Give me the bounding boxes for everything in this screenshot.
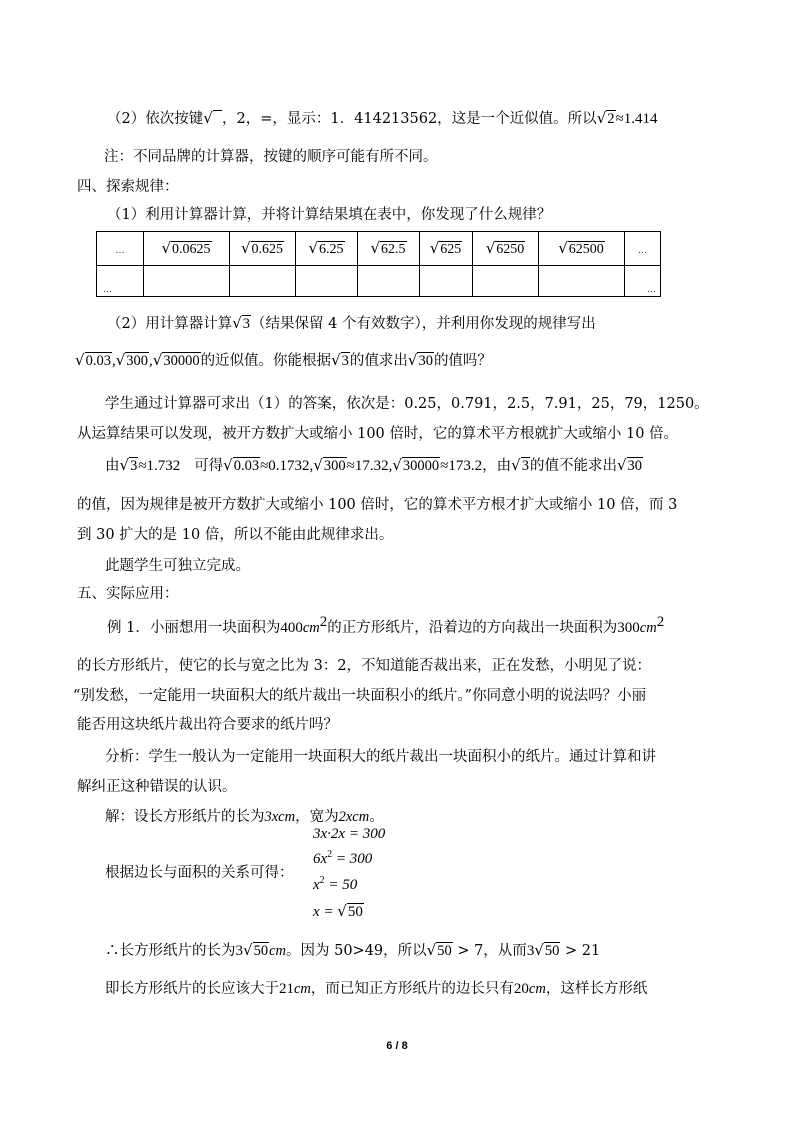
last-line: 即长方形纸片的长应该大于21cm，而已知正方形纸片的边长只有20cm，这样长方形纸 [105,981,648,997]
table-cell-empty [473,266,539,297]
sqrt-table [96,231,661,297]
conclusion-line: ∴长方形纸片的长为3√50cm。因为 50>49，所以√50 > 7，从而3√50 > 21 [105,941,601,959]
sqrt-expression: √2 [596,109,615,127]
table-cell-dots: … [97,232,144,266]
solution-line: 解：设长方形纸片的长为3xcm，宽为2xcm。 [105,809,384,825]
sqrt-key-symbol: √ [203,108,222,129]
table-cell-empty [230,266,296,297]
page-number: 6 / 8 [386,1040,408,1052]
table-cell: √62.5 [358,232,420,266]
table-cell-dots: … [625,266,661,297]
table-cell-empty [358,266,420,297]
table-cell-empty [420,266,473,297]
answer-line-4: 的值，因为规律是被开方数扩大或缩小 100 倍时，它的算术平方根才扩大或缩小 10 倍，而 3 [77,497,678,513]
table-cell: √625 [420,232,473,266]
equation-2: $6x^2 = 300$ [313,849,373,867]
answer-line-5: 到 30 扩大的是 10 倍，所以不能由此规律求出。 [77,527,394,543]
note-line: 注：不同品牌的计算器，按键的顺序可能有所不同。 [104,149,438,165]
table-cell: √0.0625 [144,232,230,266]
task-2-line: （2）用计算器计算√3（结果保留 4 个有效数字），并利用你发现的规律写出 [107,314,596,332]
table-cell-empty [144,266,230,297]
equation-4: x = √50 [313,902,363,920]
task-1-line: （1）利用计算器计算，并将计算结果填在表中，你发现了什么规律？ [107,207,552,223]
table-cell: √6.25 [296,232,358,266]
relation-line: 根据边长与面积的关系可得： [105,865,294,881]
answer-line-1: 学生通过计算器可求出（1）的答案，依次是：0.25，0.791，2.5，7.91，25，79，1250。 [105,396,709,412]
independent-line: 此题学生可独立完成。 [105,558,250,574]
example-line-4: 能否用这块纸片裁出符合要求的纸片吗？ [77,717,338,733]
table-row [97,232,661,266]
table-row [97,266,661,297]
answer-line-2: 从运算结果可以发现，被开方数扩大或缩小 100 倍时，它的算术平方根就扩大或缩小 10 倍。 [77,426,679,442]
analysis-line-2: 解纠正这种错误的认识。 [77,779,237,795]
section-5-heading: 五、实际应用： [77,586,179,602]
task-2b-line: √0.03,√300,√30000的近似值。你能根据√3的值求出√30的值吗？ [75,351,492,369]
table-cell: √6250 [473,232,539,266]
table-cell: √0.625 [230,232,296,266]
table-cell-empty [296,266,358,297]
equation-3: $x^2 = 50$ [313,875,358,893]
section-4-heading: 四、探索规律： [77,179,179,195]
table-cell-dots: … [625,232,661,266]
analysis-line-1: 分析：学生一般认为一定能用一块面积大的纸片裁出一块面积小的纸片。通过计算和讲 [105,749,656,765]
table-cell: √62500 [539,232,625,266]
equation-1: 3x·2x = 300 [313,826,386,842]
answer-line-3: 由√3≈1.732 可得√0.03≈0.1732,√300≈17.32,√30000≈173.2，由√3的值不能求出√30 [105,456,643,474]
table-cell-dots: … [97,266,144,297]
example-line-2: 的长方形纸片，使它的长与宽之比为 3：2，不知道能否裁出来，正在发愁，小明见了说： [77,658,652,674]
example-line-1: 例 1．小丽想用一块面积为$400cm^2$的正方形纸片，沿着边的方向裁出一块面积为$300cm^2$ [107,614,665,636]
table-cell-empty [539,266,625,297]
step2-line: （2）依次按键√ ，2，=，显示：1．414213562，这是一个近似值。所以√2≈1.414 [107,109,658,127]
example-line-3: “别发愁，一定能用一块面积大的纸片裁出一块面积小的纸片。”你同意小明的说法吗？小丽 [73,688,647,704]
